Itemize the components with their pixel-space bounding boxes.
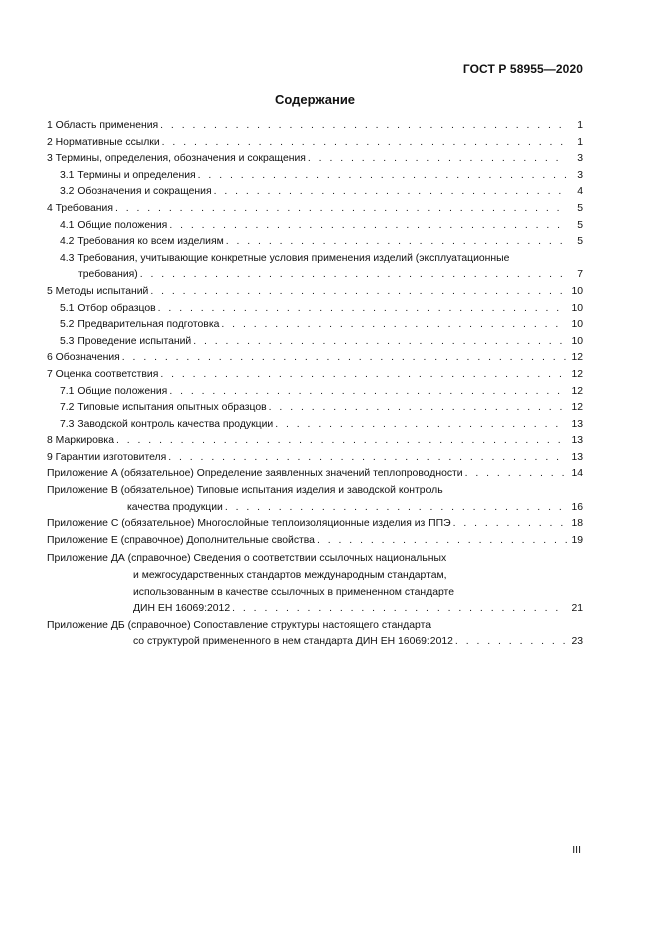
dot-leader: [162, 135, 567, 152]
toc-entry-page: 19: [571, 534, 583, 546]
toc-entry-label: 7.2 Типовые испытания опытных образцов: [60, 402, 267, 414]
toc-entry-page: 10: [571, 302, 583, 314]
dot-leader: [221, 317, 567, 334]
toc-entry-page: 7: [577, 269, 583, 281]
toc-entry-page: 12: [571, 352, 583, 364]
toc-entry-8[interactable]: [47, 433, 583, 450]
dot-leader: [226, 234, 567, 251]
toc-entry-7[interactable]: [47, 367, 583, 384]
toc-entry-page: 16: [571, 501, 583, 513]
toc-entry-5-3[interactable]: [47, 334, 583, 351]
toc-entry-3-2[interactable]: [47, 184, 583, 201]
dot-leader: [317, 533, 567, 550]
toc-entry-page: 23: [571, 636, 583, 648]
toc-entry-page: 13: [571, 418, 583, 430]
toc-entry-page: 10: [571, 335, 583, 347]
toc-entry-appendix-a[interactable]: [47, 466, 583, 483]
toc-entry-label: со структурой примененного в нем стандарта ДИН ЕН 16069:2012: [133, 636, 453, 648]
dot-leader: [232, 601, 567, 618]
dot-leader: [169, 384, 567, 401]
dot-leader: [116, 433, 567, 450]
toc-entry-3-1[interactable]: [47, 168, 583, 185]
document-code: ГОСТ Р 58955—2020: [462, 62, 583, 76]
page-number: III: [572, 844, 581, 856]
dot-leader: [269, 400, 567, 417]
toc-entry-page: 18: [571, 518, 583, 530]
toc-entry-label: 5.3 Проведение испытаний: [60, 335, 192, 347]
dot-leader: [115, 201, 567, 218]
toc-entry-1[interactable]: [47, 118, 583, 135]
toc-entry-3[interactable]: [47, 151, 583, 168]
toc-entry-last-line: [47, 500, 583, 517]
toc-entry-7-1[interactable]: [47, 384, 583, 401]
toc-entry-page: 12: [571, 368, 583, 380]
dot-leader: [198, 168, 567, 185]
dot-leader: [160, 367, 567, 384]
page-title: Содержание: [274, 92, 356, 107]
dot-leader: [193, 334, 567, 351]
toc-entry-label: 1 Область применения: [47, 120, 159, 131]
dot-leader: [140, 267, 567, 284]
toc-entry-7-2[interactable]: [47, 400, 583, 417]
toc-entry-label: 7 Оценка соответствия: [47, 368, 159, 380]
toc-entry-appendix-da[interactable]: [47, 549, 583, 617]
toc-entry-label-line: Приложение В (обязательное) Типовые испытания изделия и заводской контроль: [47, 485, 443, 497]
toc-entry-page: 14: [571, 468, 583, 480]
dot-leader: [150, 284, 567, 301]
toc-entry-page: 21: [571, 603, 583, 615]
toc-entry-4[interactable]: [47, 201, 583, 218]
toc-entry-label: 3 Термины, определения, обозначения и сокращения: [47, 153, 306, 165]
toc-entry-4-3[interactable]: [47, 251, 583, 284]
toc-entry-5-1[interactable]: [47, 301, 583, 318]
dot-leader: [122, 350, 567, 367]
toc-entry-5-2[interactable]: [47, 317, 583, 334]
dot-leader: [214, 184, 567, 201]
toc-entry-4-2[interactable]: [47, 234, 583, 251]
toc-entry-label: 5 Методы испытаний: [47, 285, 149, 297]
toc-entry-label: 7.1 Общие положения: [60, 385, 168, 397]
toc-entry-page: 10: [571, 285, 583, 297]
toc-entry-label: 2 Нормативные ссылки: [47, 136, 160, 148]
toc-entry-page: 3: [577, 169, 583, 181]
toc-entry-4-1[interactable]: [47, 218, 583, 235]
dot-leader: [158, 301, 567, 318]
dot-leader: [465, 466, 567, 483]
toc-entry-label: Приложение А (обязательное) Определение заявленных значений теплопроводности: [47, 468, 463, 480]
toc-entry-last-line: [47, 634, 583, 651]
toc-entry-appendix-e[interactable]: [47, 533, 583, 550]
toc-entry-label: Приложение С (обязательное) Многослойные теплоизоляционные изделия из ППЭ: [47, 518, 451, 530]
toc-entry-page: 5: [577, 202, 583, 214]
toc-entry-page: 13: [571, 435, 583, 447]
table-of-contents: [47, 118, 583, 651]
toc-entry-label: 5.2 Предварительная подготовка: [60, 319, 220, 331]
toc-entry-label: качества продукции: [127, 501, 223, 513]
toc-entry-label-line: Приложение ДА (справочное) Сведения о соответствии ссылочных национальных: [47, 553, 447, 565]
toc-entry-page: 1: [577, 136, 583, 148]
toc-entry-page: 5: [577, 236, 583, 248]
dot-leader: [225, 500, 567, 517]
dot-leader: [275, 417, 567, 434]
toc-entry-label-line: Приложение ДБ (справочное) Сопоставление структуры настоящего стандарта: [47, 619, 431, 631]
toc-entry-appendix-b[interactable]: [47, 483, 583, 516]
toc-entry-page: 1: [577, 120, 583, 131]
dot-leader: [168, 450, 567, 467]
toc-entry-label: 3.2 Обозначения и сокращения: [60, 186, 212, 198]
toc-entry-last-line: [60, 267, 583, 284]
dot-leader: [308, 151, 567, 168]
toc-entry-appendix-c[interactable]: [47, 516, 583, 533]
toc-entry-page: 3: [577, 153, 583, 165]
toc-entry-page: 12: [571, 385, 583, 397]
toc-entry-6[interactable]: [47, 350, 583, 367]
toc-entry-page: 4: [577, 186, 583, 198]
toc-entry-label: 8 Маркировка: [47, 435, 114, 447]
toc-entry-page: 12: [571, 402, 583, 414]
toc-entry-label: Приложение Е (справочное) Дополнительные свойства: [47, 534, 315, 546]
toc-entry-label: 6 Обозначения: [47, 352, 120, 364]
dot-leader: [455, 634, 567, 651]
toc-entry-label: 4.1 Общие положения: [60, 219, 168, 231]
dot-leader: [453, 516, 567, 533]
toc-entry-label-line: использованным в качестве ссылочных в примененном стандарте: [133, 586, 454, 598]
toc-entry-label: требования): [78, 269, 138, 281]
toc-entry-page: 13: [571, 451, 583, 463]
toc-entry-5[interactable]: [47, 284, 583, 301]
toc-entry-label: 4.2 Требования ко всем изделиям: [60, 236, 224, 248]
dot-leader: [160, 118, 567, 135]
toc-entry-2[interactable]: [47, 135, 583, 152]
toc-entry-page: 5: [577, 219, 583, 231]
toc-entry-7-3[interactable]: [47, 417, 583, 434]
toc-entry-appendix-db[interactable]: [47, 618, 583, 651]
dot-leader: [169, 218, 567, 235]
toc-entry-label: 5.1 Отбор образцов: [60, 302, 156, 314]
toc-entry-label-line: 4.3 Требования, учитывающие конкретные условия применения изделий (эксплуатационные: [60, 252, 510, 264]
toc-entry-label: 7.3 Заводской контроль качества продукции: [60, 418, 274, 430]
toc-entry-9[interactable]: [47, 450, 583, 467]
toc-entry-label: 3.1 Термины и определения: [60, 169, 196, 181]
toc-entry-label-line: и межгосударственных стандартов международным стандартам,: [133, 570, 447, 582]
toc-entry-page: 10: [571, 319, 583, 331]
toc-entry-label: 4 Требования: [47, 202, 113, 214]
toc-entry-label: ДИН ЕН 16069:2012: [133, 603, 231, 615]
toc-entry-label: 9 Гарантии изготовителя: [47, 451, 167, 463]
toc-entry-last-line: [47, 601, 583, 618]
